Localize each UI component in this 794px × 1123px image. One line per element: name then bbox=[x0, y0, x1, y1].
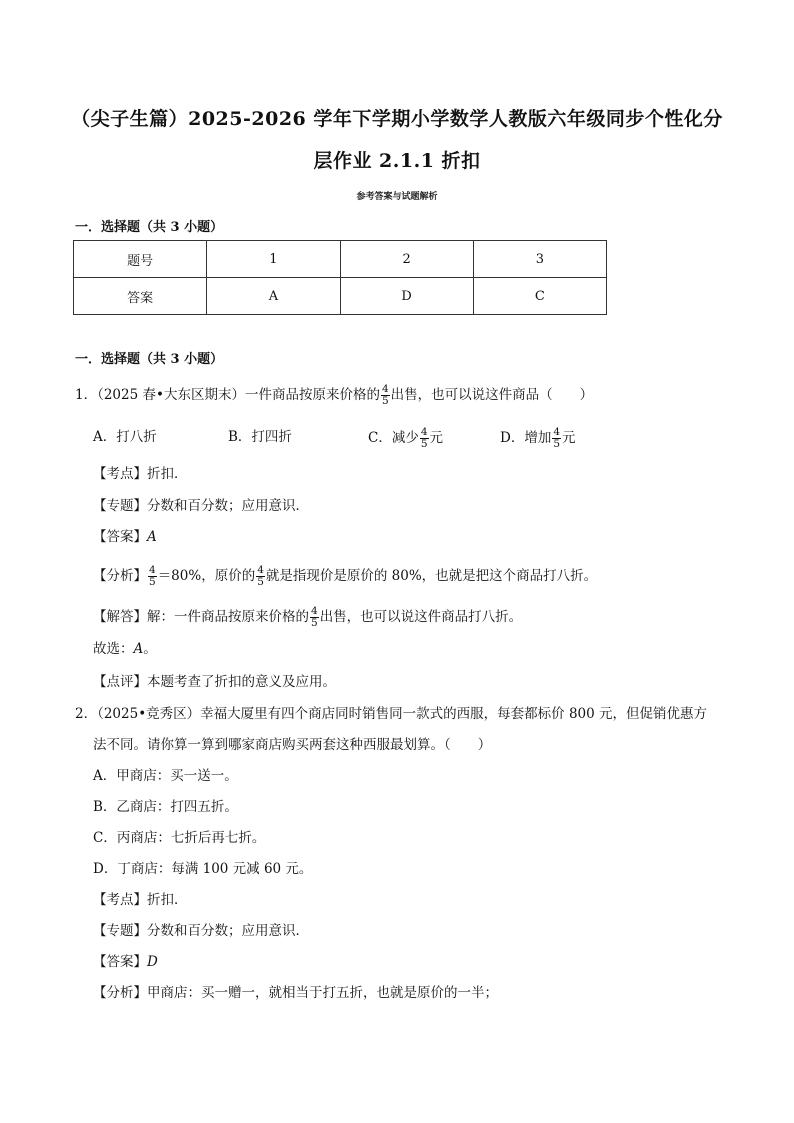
table-cell: 2 bbox=[340, 241, 473, 278]
fraction: $\frac{4}{5}$ bbox=[420, 426, 428, 450]
q2-option-c: C．丙商店：七折后再七折。 bbox=[93, 830, 266, 846]
q2-zhuanti: 【专题】分数和百分数；应用意识． bbox=[93, 923, 309, 939]
fraction: $\frac{4}{5}$ bbox=[257, 564, 264, 588]
q1-option-c: C．减少 $\frac{4}{5}$ 元 bbox=[368, 426, 444, 450]
table-row bbox=[74, 278, 607, 315]
q2-option-b: B．乙商店：打四五折。 bbox=[93, 799, 238, 815]
q1-stem-start: 1．（2025 春•大东区期末）一件商品按原来价格的 bbox=[75, 387, 380, 403]
table-cell: C bbox=[473, 278, 606, 315]
q1-analysis: 【分析】 $\frac{4}{5}$ ＝80%，原价的 $\frac{4}{5}$ 就是指现价是原价的 80%，也就是把这个商品打八折。 bbox=[93, 564, 598, 588]
q1-kaodian: 【考点】折扣． bbox=[93, 466, 188, 482]
fraction: $\frac{4}{5}$ bbox=[553, 426, 561, 450]
table-cell: 1 bbox=[207, 241, 340, 278]
q1-option-d: D．增加 $\frac{4}{5}$ 元 bbox=[500, 426, 576, 450]
question-1-stem bbox=[75, 384, 593, 407]
section-heading-questions: 一．选择题（共 3 小题） bbox=[75, 352, 224, 367]
fraction: $\frac{4}{5}$ bbox=[381, 383, 389, 407]
q2-kaodian: 【考点】折扣． bbox=[93, 892, 188, 908]
fraction: $\frac{4}{5}$ bbox=[149, 564, 156, 588]
document-title-line2: 层作业 2.1.1 折扣 bbox=[313, 150, 481, 172]
table-header-cell: 答案 bbox=[74, 278, 207, 315]
table-header-cell: 题号 bbox=[74, 241, 207, 278]
q2-analysis: 【分析】甲商店：买一赠一，就相当于打五折，也就是原价的一半； bbox=[93, 985, 498, 1001]
q1-comment: 【点评】本题考查了折扣的意义及应用。 bbox=[93, 674, 336, 690]
table-cell: A bbox=[207, 278, 340, 315]
q1-solution: 【解答】解：一件商品按原来价格的 $\frac{4}{5}$ 出售，也可以说这件商品打八折。 bbox=[93, 605, 523, 629]
table-row bbox=[74, 241, 607, 278]
table-cell: 3 bbox=[473, 241, 606, 278]
q1-zhuanti: 【专题】分数和百分数；应用意识． bbox=[93, 498, 309, 514]
q1-stem-end: 出售，也可以说这件商品（ ） bbox=[390, 387, 594, 403]
document-title-line1: （尖子生篇）2025-2026 学年下学期小学数学人教版六年级同步个性化分 bbox=[71, 108, 723, 130]
table-cell: D bbox=[340, 278, 473, 315]
question-2-stem-line2: 法不同。请你算一算到哪家商店购买两套这种西服最划算。（ ） bbox=[93, 737, 492, 753]
question-2-stem-line1: 2．（2025•竞秀区）幸福大厦里有四个商店同时销售同一款式的西服，每套都标价 800 元，但促销优惠方 bbox=[75, 706, 708, 722]
q1-option-a: A．打八折 bbox=[93, 429, 157, 445]
q2-answer: 【答案】D bbox=[93, 954, 158, 970]
q1-choice: 故选：A。 bbox=[93, 641, 157, 657]
q1-option-b: B．打四折 bbox=[228, 429, 292, 445]
document-subtitle: 参考答案与试题解析 bbox=[356, 192, 438, 202]
answer-table bbox=[73, 240, 607, 315]
q2-option-d: D．丁商店：每满 100 元减 60 元。 bbox=[93, 861, 313, 877]
section-heading-answers: 一．选择题（共 3 小题） bbox=[75, 220, 224, 235]
q2-option-a: A．甲商店：买一送一。 bbox=[93, 768, 238, 784]
q1-answer: 【答案】A bbox=[93, 529, 157, 545]
fraction: $\frac{4}{5}$ bbox=[311, 605, 318, 629]
